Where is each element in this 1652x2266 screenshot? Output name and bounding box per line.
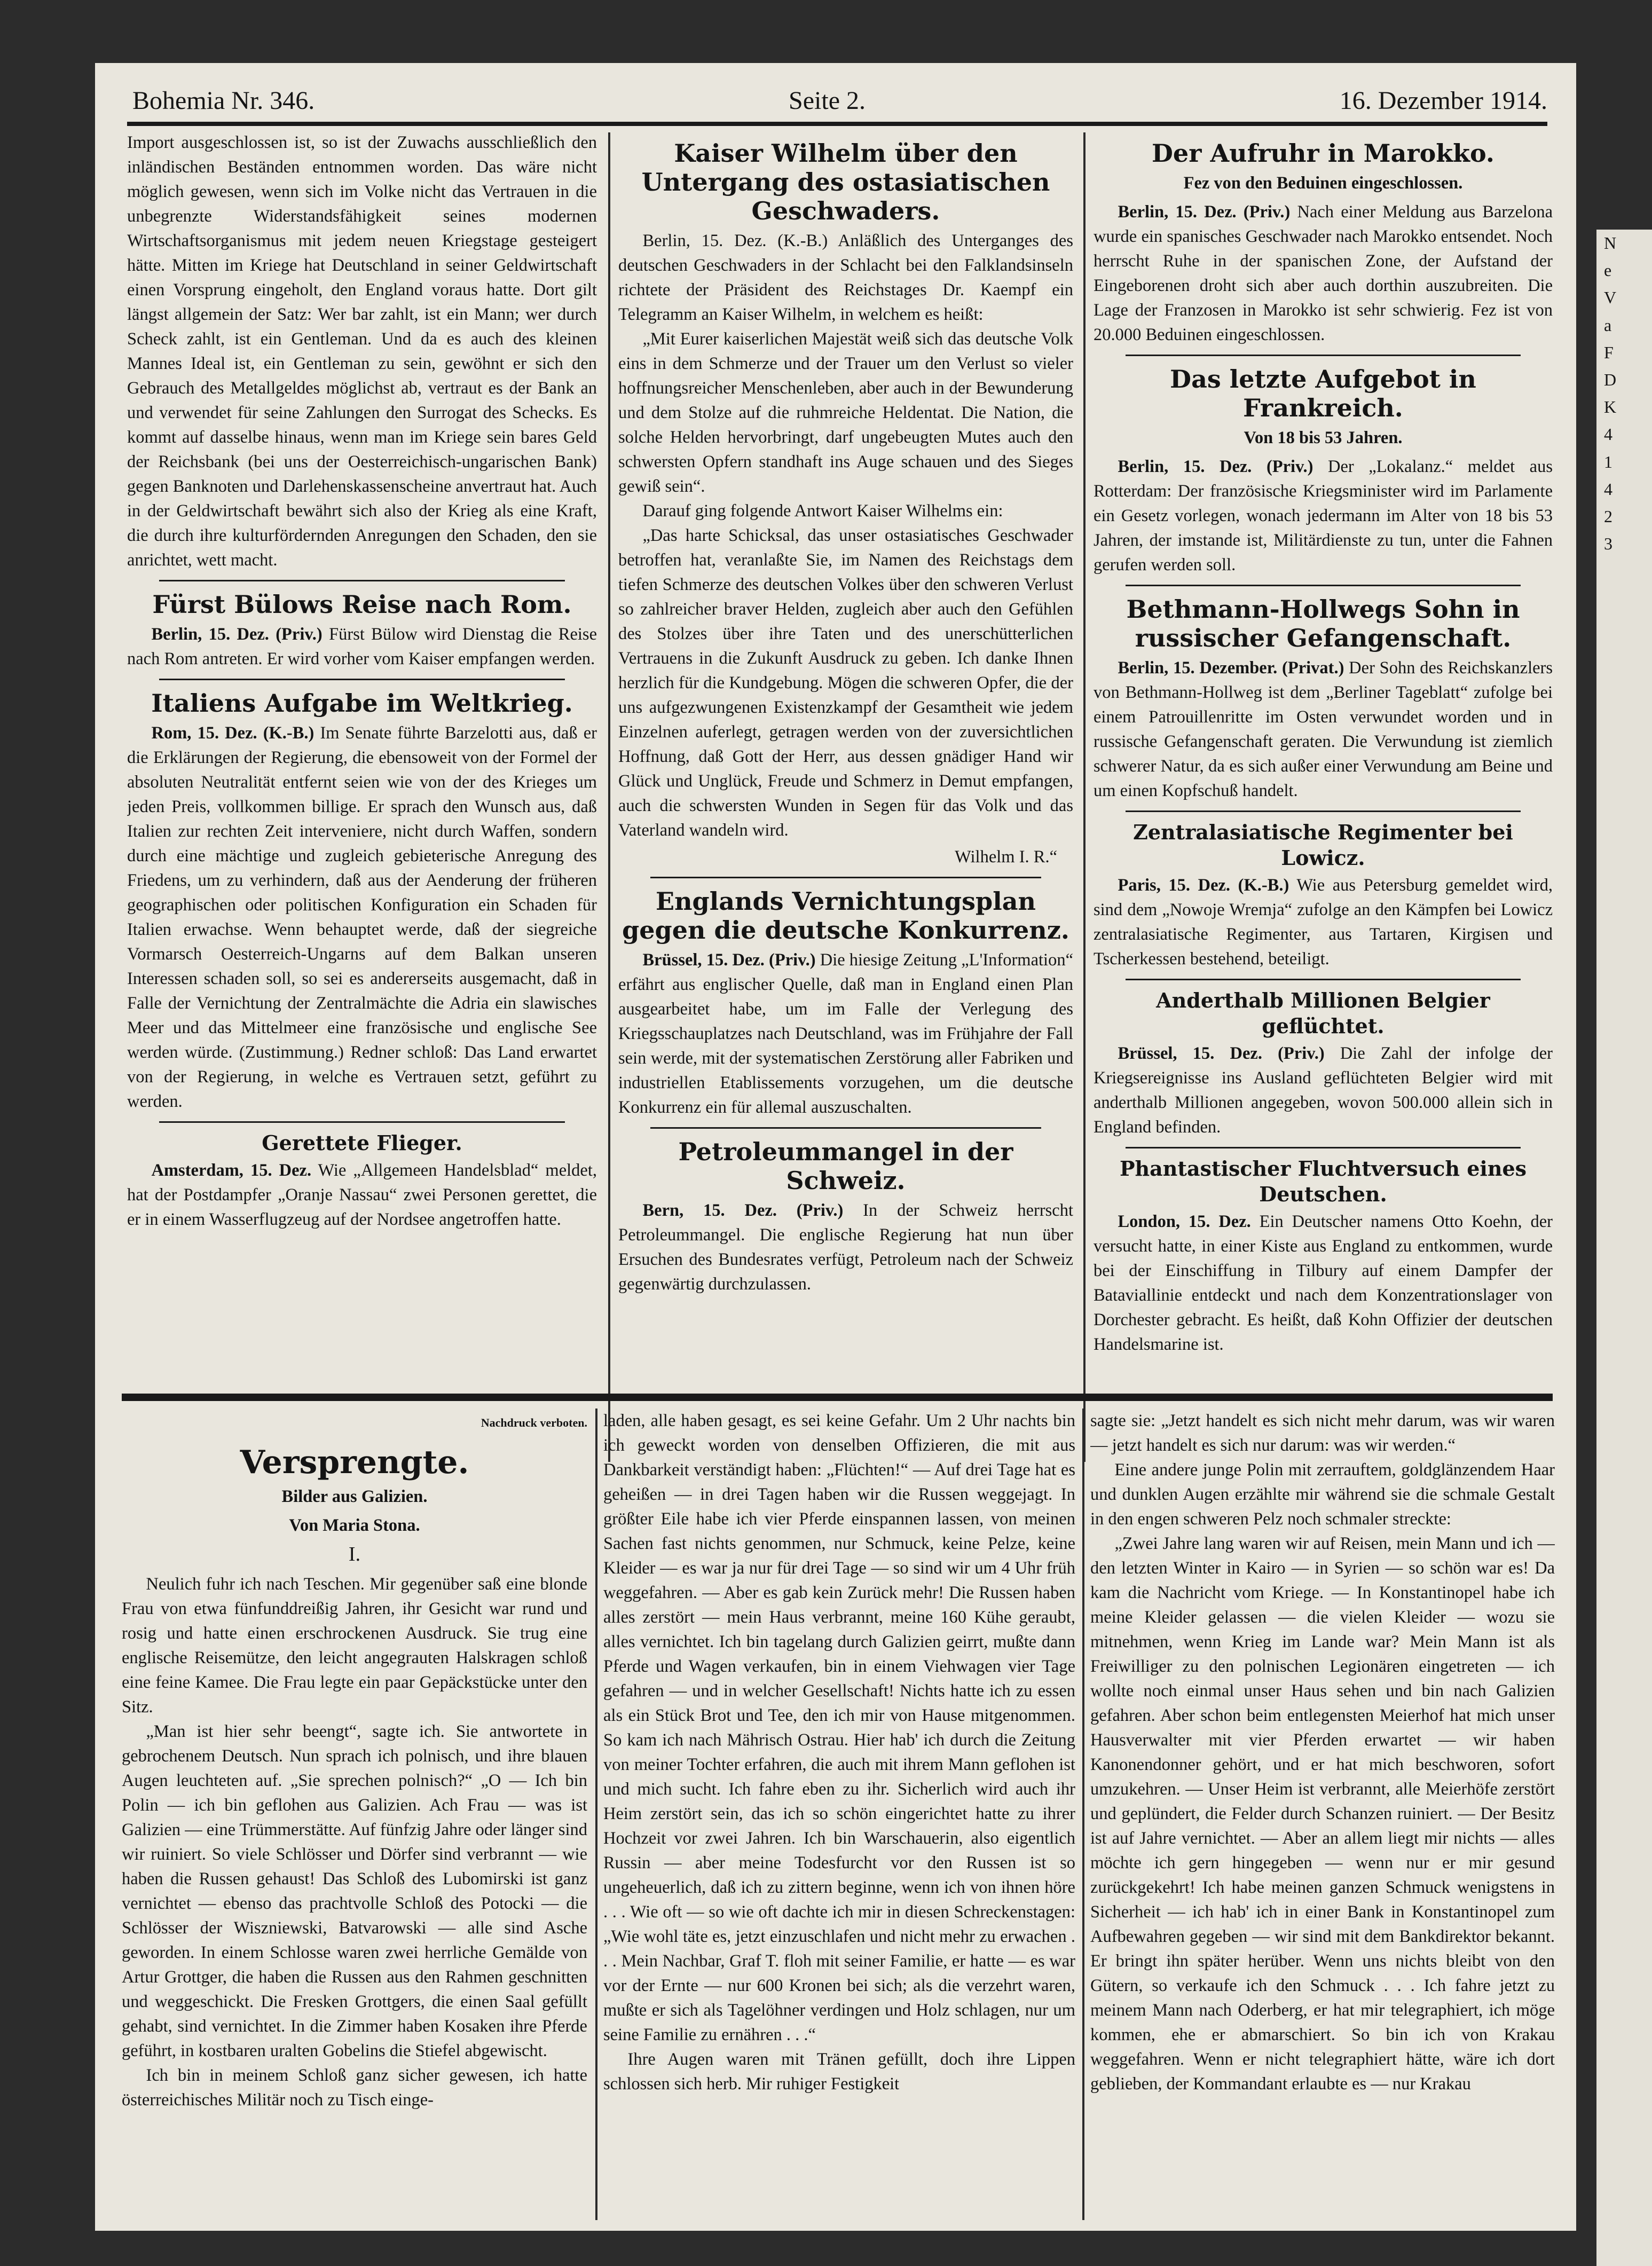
header-page-number: Seite 2.: [789, 86, 866, 115]
article-divider: [650, 1127, 1041, 1129]
article-divider: [159, 1121, 565, 1123]
column-rule: [608, 132, 610, 1462]
edge-fragment: 2: [1604, 506, 1612, 526]
feuilleton-separator: [122, 1394, 1553, 1401]
article-subheadline: Von 18 bis 53 Jahren.: [1244, 428, 1403, 447]
feuilleton-title: Versprengte.: [240, 1444, 469, 1481]
header-date: 16. Dezember 1914.: [1339, 86, 1547, 115]
article-dateline: London, 15. Dez.: [1118, 1212, 1251, 1231]
article-headline: Anderthalb Millionen Belgier geflüchtet.: [1156, 988, 1490, 1038]
article-body: Die hiesige Zeitung „L'Information“ erfährt aus englischer Quelle, daß man in England einen Plan ausgearbeitet habe, um im Falle der Verlegung des Kriegsschauplatzes nach Deutschland, was im Frühjahre der Fall sein werde, mit der systematischen Zerstörung aller Fabriken und industriellen Etablissements vorzugehen, um die deutsche Konkurrenz ein für allemal auszuschalten.: [618, 950, 1073, 1117]
header-rule: [127, 122, 1547, 126]
article-body: Wie „Allgemeen Handelsblad“ meldet, hat der Postdampfer „Oranje Nassau“ zwei Personen gerettet, die er in einem Wasserflugzeug auf der Nordsee angetroffen hatte.: [127, 1161, 597, 1229]
article-dateline: Berlin, 15. Dezember. (Privat.): [1118, 658, 1344, 678]
article-body: Die Zahl der infolge der Kriegsereignisse ins Ausland geflüchteten Belgier wird mit anderthalb Millionen angegeben, wovon 500.000 allein sich in England befinden.: [1094, 1044, 1553, 1137]
article-dateline: Berlin, 15. Dez. (Priv.): [1118, 202, 1291, 222]
article-dateline: Paris, 15. Dez. (K.-B.): [1118, 876, 1289, 895]
feuilleton-subtitle: Bilder aus Galizien.: [281, 1487, 428, 1506]
article-divider: [1126, 979, 1521, 980]
column-rule: [595, 1409, 597, 2220]
feuilleton-column-1: [122, 1409, 587, 2220]
article-body: Ein Deutscher namens Otto Koehn, der versucht hatte, in einer Kiste aus England zu entkommen, wurde bei der Einschiffung in Tilbury auf einem Dampfer der Bataviallinie entdeckt und nach dem Konzentrationslager von Dorchester gebracht. Es heißt, daß Kohn Offizier der deutschen Handelsmarine ist.: [1094, 1212, 1553, 1354]
edge-fragment: V: [1604, 288, 1617, 308]
article-headline: Das letzte Aufgebot in Frankreich.: [1170, 365, 1476, 422]
story-paragraph: Ihre Augen waren mit Tränen gefüllt, doch ihre Lippen schlossen sich herb. Mir ruhiger Festigkeit: [603, 2050, 1075, 2094]
chapter-number: I.: [348, 1543, 361, 1565]
article-divider: [1126, 811, 1521, 812]
edge-fragment: 1: [1604, 452, 1612, 471]
story-paragraph: laden, alle haben gesagt, es sei keine Gefahr. Um 2 Uhr nachts bin ich geweckt worden von denselben Offizieren, die mit aus Dankbarkeit verständigt haben: „Flüchten!“ — Auf drei Tage hat es geheißen — in drei Tagen haben wir die Russen weggejagt. In größter Eile habe ich vier Pferde einspannen lassen, von meinen Sachen fast nichts genommen, nur Schmuck, keine Pelze, keine Kleider — es war ja nur für drei Tage — so sind wir um 4 Uhr früh weggefahren. — Aber es gab kein Zurück mehr! Die Russen haben alles zerstört — mein Haus verbrannt, meine 160 Kühe geraubt, alles vernichtet. Ich bin tagelang durch Galizien geirrt, mußte dann Pferde und Wagen verkaufen, bin in einem Viehwagen vier Tage gefahren — und in welcher Gesellschaft! Nichts hatte ich zu essen als ein Stück Brot und Tee, den ich mir von Hause mitgenommen. So kam ich nach Mährisch Ostrau. Hier hab' ich durch die Zeitung von meiner Tochter erfahren, die auch mit ihrem Mann geflohen ist und mich sucht. Ich fahre eben zu ihr. Sicherlich wird auch ihr Heim zerstört sein, das ich so schön eingerichtet hatte zu ihrer Hochzeit vor zwei Jahren. Ich bin Warschauerin, also eigentlich Russin — aber meine Todesfurcht vor den Russen ist so ungeheuerlich, daß ich zu zittern beginne, wenn ich von ihnen höre . . . Wie oft — so wie oft dachte ich mir in diesen Schreckenstagen: „Wie wohl täte es, jetzt einzuschlafen und nicht mehr zu erwachen . . . Mein Nachbar, Graf T. floh mit seiner Familie, er hatte — es war vor der Ernte — nur 600 Kronen bei sich; als die verzehrt waren, mußte er sich als Tagelöhner verdingen und Holz schlagen, nur um seine Familie zu ernähren . . .“: [603, 1411, 1075, 2044]
article-dateline: Amsterdam, 15. Dez.: [151, 1161, 312, 1180]
article-headline: Italiens Aufgabe im Weltkrieg.: [151, 689, 573, 718]
column-rule: [1082, 1409, 1084, 2220]
feuilleton-column-3: [1090, 1409, 1555, 2220]
article-headline: Gerettete Flieger.: [262, 1131, 462, 1155]
article-paragraph: „Das harte Schicksal, das unser ostasiatisches Geschwader betroffen hat, veranlaßte Sie, im Namen des Reichstags dem tiefen Schmerze des deutschen Volkes über den schweren Verlust so zahlreicher braver Helden, zugleich aber auch den Gefühlen des Stolzes über ihre Taten und des unerschütterlichen Vertrauens in die Zukunft Ausdruck zu geben. Ich danke Ihnen herzlich für die Kundgebung. Mögen die schweren Opfer, die der uns aufgezwungenen Existenzkampf der Gesamtheit wie jedem Einzelnen auferlegt, getragen werden von der zuversichtlichen Hoffnung, daß Gott der Herr, aus dessen gnädiger Hand wir Glück und Unglück, Freude und Schmerz in Demut empfangen, auch die schwersten Wunden in Segen für das Volk und das Vaterland wandeln wird.: [618, 526, 1073, 840]
article-headline: Phantastischer Fluchtversuch eines Deutschen.: [1119, 1156, 1527, 1206]
story-paragraph: Eine andere junge Polin mit zerrauftem, goldglänzendem Haar und dunklen Augen erzählte mir während sie die schmale Gestalt in den engen schweren Pelz noch schmaler streckte:: [1090, 1460, 1555, 1529]
story-paragraph: sagte sie: „Jetzt handelt es sich nicht mehr darum, was wir waren — jetzt handelt es sich nur darum: was wir werden.“: [1090, 1411, 1555, 1455]
newspaper-page: [95, 63, 1576, 2231]
article-paragraph: Darauf ging folgende Antwort Kaiser Wilhelms ein:: [642, 501, 1003, 521]
article-headline: Zentralasiatische Regimenter bei Lowicz.: [1133, 820, 1513, 870]
article-body: Der „Lokalanz.“ meldet aus Rotterdam: Der französische Kriegsminister wird im Parlamente ein Gesetz vorlegen, wonach jedermann im Alter von 18 bis 53 Jahren, der imstande ist, Militärdienste zu tun, unter die Fahnen gerufen werden soll.: [1094, 457, 1553, 575]
article-paragraph: Berlin, 15. Dez. (K.-B.) Anläßlich des Unterganges des deutschen Geschwaders in der Schlacht bei den Falklandsinseln richtete der Präsident des Reichstages Dr. Kaempf ein Telegramm an Kaiser Wilhelm, in welchem es heißt:: [618, 231, 1073, 324]
article-dateline: Brüssel, 15. Dez. (Priv.): [642, 950, 816, 970]
edge-fragment: F: [1604, 342, 1614, 362]
edge-fragment: e: [1604, 261, 1612, 280]
edge-fragment: D: [1604, 369, 1617, 389]
article-body: Wie aus Petersburg gemeldet wird, sind dem „Nowoje Wremja“ zufolge an den Kämpfen bei Lowicz zentralasiatische Regimenter, aus Tartaren, Kirgisen und Tscherkessen bestehend, beteiligt.: [1094, 876, 1553, 969]
edge-fragment: 3: [1604, 534, 1612, 554]
story-paragraph: „Man ist hier sehr beengt“, sagte ich. Sie antwortete in gebrochenem Deutsch. Nun sprach ich polnisch, und ihre blauen Augen leuchteten auf. „Sie sprechen polnisch?“ „O — Ich bin Polin — ich bin geflohen aus Galizien. Ach Frau — was ist Galizien — eine Trümmerstätte. Auf fünfzig Jahre oder länger sind wir ruiniert. So viele Schlösser und Dörfer sind verbrannt — wie haben die Russen gehaust! Das Schloß des Lubomirski ist ganz vernichtet — ebenso das prachtvolle Schloß des Potocki — die Schlösser der Wiszniewski, Batvarowski — alle sind Asche geworden. In einem Schlosse waren zwei herrliche Gemälde von Artur Grottger, die haben die Russen aus den Rahmen geschnitten und weggeschickt. Die Fresken Grottgers, die einen Saal gefüllt gehabt, sind vernichtet. In die Zimmer haben Kosaken ihre Pferde geführt, in kostbaren uralten Gobelins die Stiefel abgewischt.: [122, 1722, 587, 2060]
header-publication: Bohemia Nr. 346.: [132, 86, 315, 115]
story-paragraph: Ich bin in meinem Schloß ganz sicher gewesen, ich hatte österreichisches Militär noch zu Tisch einge-: [122, 2066, 587, 2110]
article-dateline: Berlin, 15. Dez. (Priv.): [151, 625, 322, 644]
article-body: Fürst Bülow wird Dienstag die Reise nach Rom antreten. Er wird vorher vom Kaiser empfangen werden.: [127, 625, 597, 668]
edge-fragment: 4: [1604, 479, 1612, 499]
article-body: Im Senate führte Barzelotti aus, daß er die Erklärungen der Regierung, die ebensoweit von der Formel der absoluten Neutralität entfernt seien wie von der des Krieges um jeden Preis, vollkommen billige. Er sprach den Wunsch aus, daß Italien zur rechten Zeit interveniere, nicht durch Waffen, sondern durch eine mächtige und zugleich gebieterische Anregung des Friedens, um zu verhindern, daß aus der Aenderung der früheren geographischen oder politischen Konfiguration ein Schaden für Italien erwachse. Wenn behauptet werde, daß der siegreiche Vormarsch Oesterreich-Ungarns auf dem Balkan unseren Interessen schaden soll, so sei es andererseits ausgemacht, daß in Falle der Vernichtung der Zentralmächte die Adria ein slawisches Meer und das Mittelmeer eine französische und englische See werden würde. (Zustimmung.) Redner schloß: Das Land erwartet von der Regierung, in welche es Vertrauen setzt, geführt zu werden.: [127, 723, 597, 1111]
edge-fragment: 4: [1604, 424, 1612, 444]
article-divider: [159, 679, 565, 680]
article-divider: [1126, 585, 1521, 586]
edge-fragment: a: [1604, 315, 1612, 335]
article-headline: Fürst Bülows Reise nach Rom.: [152, 590, 572, 619]
feuilleton-author: Von Maria Stona.: [289, 1516, 420, 1535]
adjacent-page-edge: [1596, 230, 1652, 2266]
article-body: Der Sohn des Reichskanzlers von Bethmann-Hollweg ist dem „Berliner Tageblatt“ zufolge bei einem Patrouillenritte im Osten verwundet worden und in russische Gefangenschaft geraten. Die Verwundung ist ziemlich schwerer Natur, da es sich außer einer Verwundung am Beine und um einen Kopfschuß handelt.: [1094, 658, 1553, 800]
article-paragraph: Import ausgeschlossen ist, so ist der Zuwachs ausschließlich den inländischen Beständen entnommen worden. Das wäre nicht möglich gewesen, wenn sich im Volke nicht das Vertrauen in die unbegrenzte Widerstandsfähigkeit seines modernen Wirtschaftsorganismus mit jedem neuen Kriegstage gesteigert hätte. Mitten im Kriege hat Deutschland in seiner Geldwirtschaft einen Vorsprung eingeholt, den England voraus hatte. Dort gilt längst allgemein der Satz: Wer bar zahlt, ist ein Mann; wer durch Scheck zahlt, ist ein Gentleman. Und da es auch des kleinen Mannes Ideal ist, ein Gentleman zu sein, gewöhnt er sich den Gebrauch des Metallgeldes möglichst ab, vertraut es der Bank an und verwendet für seine Zahlungen den Surrogat des Schecks. Es kommt auf dasselbe hinaus, wenn man im Kriege sein bares Geld der Reichsbank (bei uns der Oesterreichisch-ungarischen Bank) gegen Banknoten und Darlehenskassenscheine anvertraut hat. Auch in der Geldwirtschaft bewährt sich also der Krieg als eine Kraft, die durch ihre kulturfördernden Anregungen den Schaden, den sie anrichtet, wett macht.: [127, 133, 597, 570]
article-dateline: Rom, 15. Dez. (K.-B.): [151, 723, 314, 743]
page-header: [132, 84, 1547, 116]
article-body: Nach einer Meldung aus Barzelona wurde ein spanisches Geschwader nach Marokko entsendet. Noch herrscht Ruhe in der spanischen Zone, der Aufstand der Eingeborenen droht sich aber auch dorthin auszubreiten. Die Lage der Franzosen in Marokko ist sehr schwierig. Fez ist von 20.000 Beduinen eingeschlossen.: [1094, 202, 1553, 344]
feuilleton-column-2: [603, 1409, 1075, 2220]
article-dateline: Bern, 15. Dez. (Priv.): [642, 1201, 844, 1220]
column-1-news: [127, 130, 597, 1390]
article-headline: Englands Vernichtungsplan gegen die deutsche Konkurrenz.: [622, 887, 1069, 945]
story-paragraph: Neulich fuhr ich nach Teschen. Mir gegenüber saß eine blonde Frau von etwa fünfunddreißig Jahren, ihr Gesicht war rund und rosig und hatte einen erschrockenen Ausdruck. Sie trug eine englische Reisemütze, den leicht angegrauten Halskragen schloß eine feine Kamee. Die Frau legte ein paar Gepäckstücke unter den Sitz.: [122, 1575, 587, 1717]
edge-fragment: K: [1604, 397, 1617, 417]
article-body: In der Schweiz herrscht Petroleummangel. Die englische Regierung hat nun über Ersuchen des Bundesrates verfügt, Petroleum nach der Schweiz gegenwärtig durchzulassen.: [618, 1201, 1073, 1294]
article-divider: [650, 877, 1041, 878]
article-headline: Petroleummangel in der Schweiz.: [678, 1137, 1013, 1195]
article-headline: Kaiser Wilhelm über den Untergang des ostasiatischen Geschwaders.: [641, 139, 1050, 225]
article-dateline: Berlin, 15. Dez. (Priv.): [1118, 457, 1313, 476]
article-subheadline: Fez von den Beduinen eingeschlossen.: [1183, 174, 1463, 193]
column-2-news: [618, 130, 1073, 1390]
article-paragraph: „Mit Eurer kaiserlichen Majestät weiß sich das deutsche Volk eins in dem Schmerze und der Trauer um den Verlust so vieler hoffnungsreicher Menschenleben, aber auch in der Bewunderung und dem Stolze auf die ruhmreiche Heldentat. Die Nation, die solche Helden hervorbringt, darf ungebeugten Mutes auch den schwersten Opfern standhaft ins Auge schauen und des Sieges gewiß sein“.: [618, 329, 1073, 496]
article-headline: Bethmann-Hollwegs Sohn in russischer Gefangenschaft.: [1126, 595, 1520, 652]
edge-fragment: N: [1604, 233, 1617, 253]
column-rule: [1083, 132, 1085, 1462]
story-paragraph: „Zwei Jahre lang waren wir auf Reisen, mein Mann und ich — den letzten Winter in Kairo — in Syrien — so schön war es! Da kam die Nachricht vom Kriege. — In Konstantinopel habe ich meine Kleider gelassen — die vielen Kleider — wozu sie mitnehmen, wenn Krieg im Lande war? Mein Mann ist als Freiwilliger zu den polnischen Legionären eingetreten — ich wollte noch einmal unser Haus sehen und bin nach Galizien gefahren. Aber schon beim entlegensten Meierhof hat mich unser Hausverwalter mit vier Pferden erwartet — wir haben Kanonendonner gehört, und er hat mich beschworen, sofort umzukehren. — Unser Heim ist verbrannt, alle Meierhöfe zerstört und geplündert, die Felder durch Schanzen ruiniert. — Der Besitz ist auf Jahre vernichtet. — Aber an allem liegt mir nichts — alles möchte ich gern hingegeben — wenn nur er mir gesund zurückgekehrt! Ich habe meinen ganzen Schmuck wenigstens in Sicherheit — ich hab' ich in einer Bank in Konstantinopel zum Aufbewahren gegeben — wir sind mit dem Bankdirektor bekannt. Er bringt ihn später herüber. Wenn uns nichts bleibt von den Gütern, so verkaufe ich den Schmuck . . . Ich fahre jetzt zu meinem Mann nach Oderberg, er hat mir telegraphiert, ich möge kommen, ehe er abmarschiert. So bin ich von Krakau weggefahren. Wenn er nicht telegraphiert hätte, wäre ich dort geblieben, der Kommandant erlaubte es — nur Krakau: [1090, 1534, 1555, 2094]
reprint-notice: Nachdruck verboten.: [481, 1416, 587, 1429]
article-headline: Der Aufruhr in Marokko.: [1152, 139, 1494, 168]
article-dateline: Brüssel, 15. Dez. (Priv.): [1118, 1044, 1325, 1063]
article-divider: [159, 580, 565, 581]
article-signature: Wilhelm I. R.“: [955, 847, 1057, 867]
article-divider: [1126, 355, 1521, 356]
article-divider: [1126, 1147, 1521, 1148]
column-3-news: [1094, 130, 1553, 1390]
